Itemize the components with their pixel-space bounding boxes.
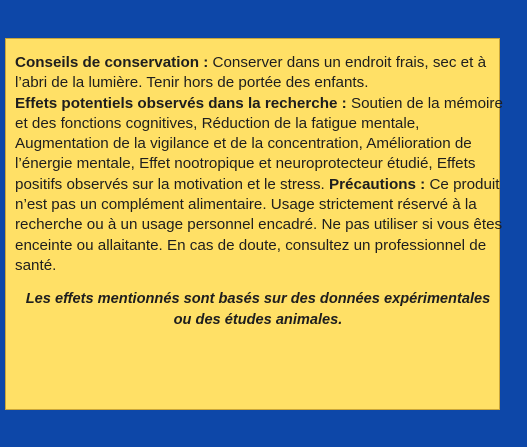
disclaimer-note: Les effets mentionnés sont basés sur des données expérimentales ou des études animales. [25, 291, 491, 328]
storage-text: Conserver dans un endroit frais, sec et à l’abri de la lumière. Tenir hors de portée des enfants. [15, 54, 487, 92]
precautions-text: Ce produit n’est pas un complément alimentaire. Usage strictement réservé à la recherche ou à un usage personnel encadré. Ne pas utiliser si vous êtes enceinte ou allaitante. En cas de doute, consultez un professionnel de santé. [15, 175, 503, 274]
effects-text: Soutien de la mémoire et des fonctions cognitives, Réduction de la fatigue mentale, Augmentation de la vigilance et de la concentration, Amélioration de l’énergie mentale, Effet nootropique et neuroprotecteur étudié, Effets positifs observés sur la motivation et le stress. [15, 94, 503, 193]
storage-label: Conseils de conservation : [15, 54, 209, 71]
effects-label: Effets potentiels observés dans la recherche : [15, 94, 347, 112]
info-paragraph [15, 53, 504, 276]
precautions-label: Précautions : [329, 175, 426, 193]
info-panel [5, 38, 503, 410]
